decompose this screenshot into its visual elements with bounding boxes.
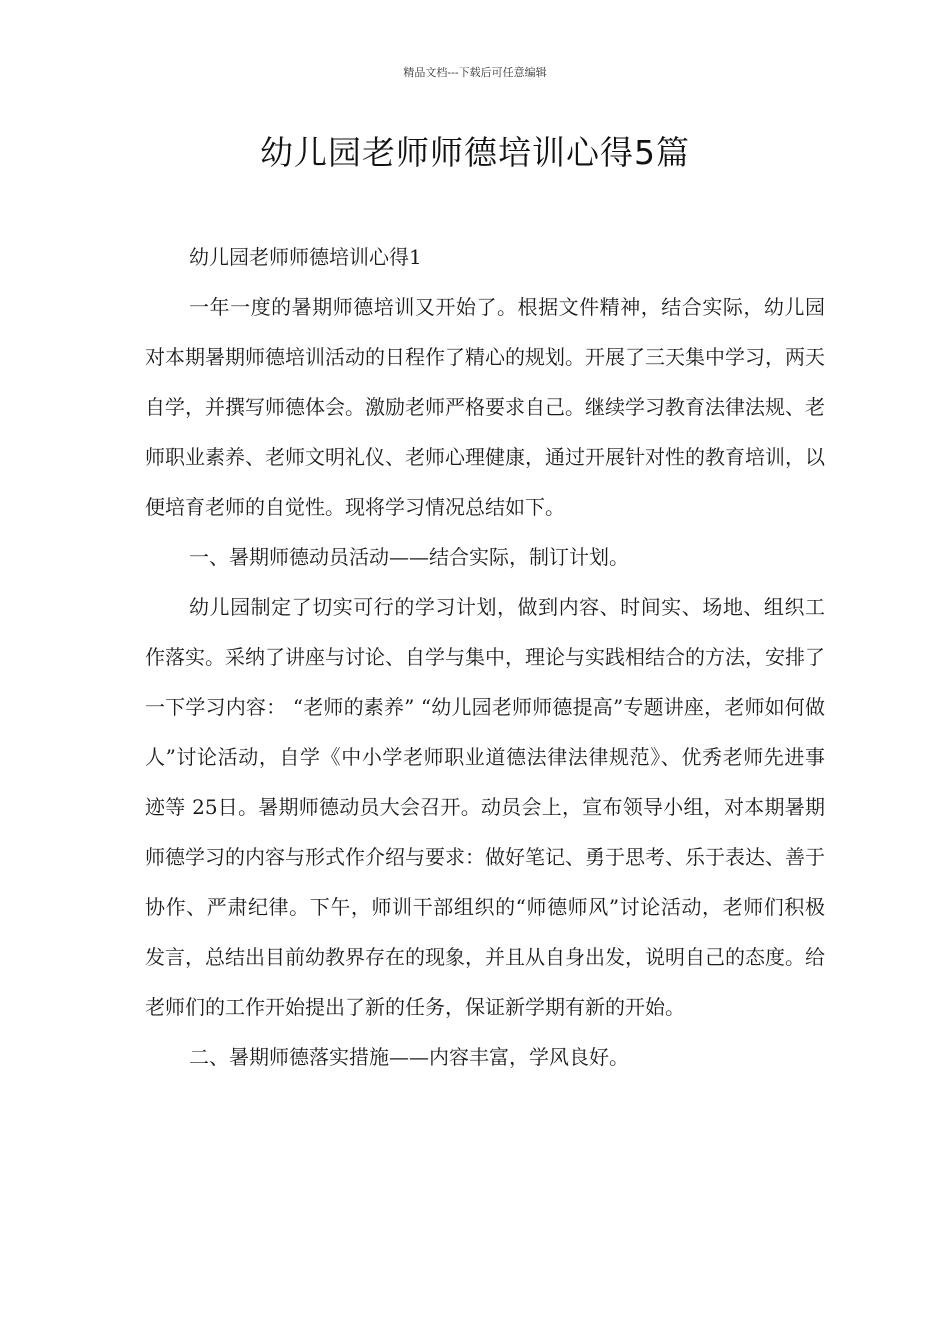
section-heading: 一、暑期师德动员活动——结合实际，制订计划。 [189,545,629,569]
document-title: 幼儿园老师师德培训心得5篇 [260,133,690,172]
document-body [145,232,825,1082]
body-paragraph: 一年一度的暑期师德培训又开始了。根据文件精神，结合实际，幼儿园对本期暑期师德培训活动的日程作了精心的规划。开展了三天集中学习，两天自学，并撰写师德体会。激励老师严格要求自己。继续学习教育法律法规、老师职业素养、老师文明礼仪、老师心理健康，通过开展针对性的教育培训，以便培育老师的自觉性。现将学习情况总结如下。 [145,295,825,519]
section-heading: 二、暑期师德落实措施——内容丰富，学风良好。 [189,1045,629,1069]
body-paragraph: 幼儿园制定了切实可行的学习计划，做到内容、时间实、场地、组织工作落实。采纳了讲座与讨论、自学与集中，理论与实践相结合的方法，安排了一下学习内容： “老师的素养” “幼儿园老师师德提高”专题讲座，老师如何做人”讨论活动，自学《中小学老师职业道德法律法律规范》、优秀老师先进事迹等 25日。暑期师德动员大会召开。动员会上，宣布领导小组，对本期暑期师德学习的内容与形式作介绍与要求：做好笔记、勇于思考、乐于表达、善于协作、严肃纪律。下午，师训干部组织的“师德师风”讨论活动，老师们积极发言，总结出目前幼教界存在的现象，并且从自身出发，说明自己的态度。给老师们的工作开始提出了新的任务，保证新学期有新的开始。 [145,595,825,1019]
header-note: 精品文档---下载后可任意编辑 [403,66,547,79]
section-heading: 幼儿园老师师德培训心得1 [189,245,422,269]
